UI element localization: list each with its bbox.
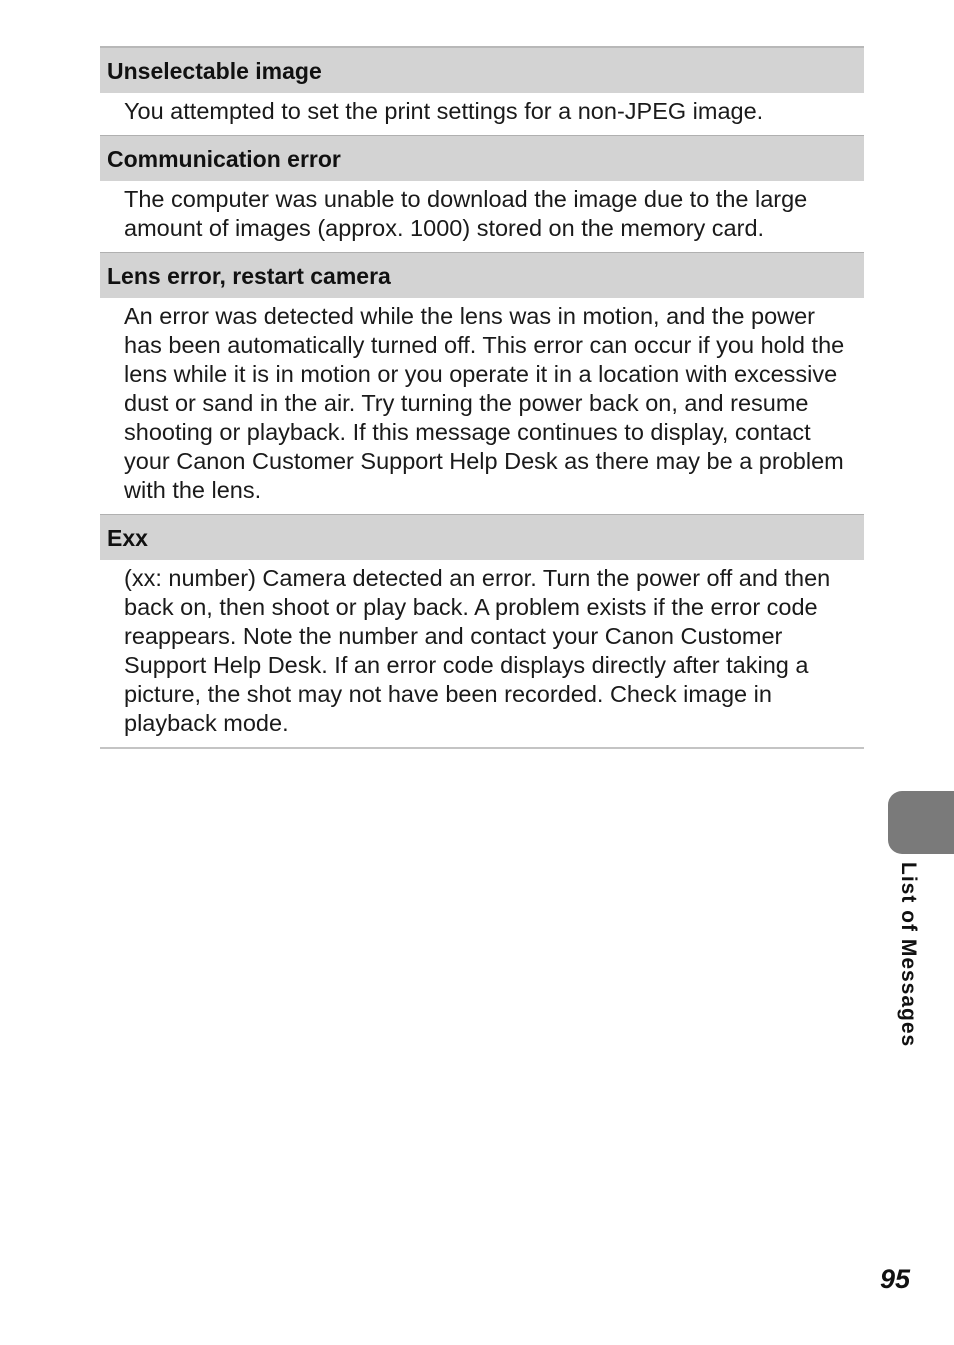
message-description: (xx: number) Camera detected an error. Turn the power off and then back on, then shoot or play back. A problem exists if the error code reappears. Note the number and contact your Canon Customer Support Help Desk. If an error code displays directly after taking a picture, the shot may not have been recorded. Check image in playback mode. xyxy=(124,565,831,736)
message-entry-communication-error xyxy=(100,135,864,252)
message-description: An error was detected while the lens was in motion, and the power has been automatically turned off. This error can occur if you hold the lens while it is in motion or you operate it in a location with excessive dust or sand in the air. Try turning the power back on, and resume shooting or playback. If this message continues to display, contact your Canon Customer Support Help Desk as there may be a problem with the lens. xyxy=(124,303,845,503)
message-entry-unselectable-image xyxy=(100,48,864,135)
page-number: 95 xyxy=(879,1264,910,1294)
message-entry-lens-error xyxy=(100,252,864,514)
chapter-tab-marker xyxy=(888,791,954,854)
message-title: Communication error xyxy=(100,135,864,181)
message-title: Lens error, restart camera xyxy=(100,252,864,298)
message-list xyxy=(100,46,864,749)
message-title: Exx xyxy=(100,514,864,560)
message-title: Unselectable image xyxy=(100,48,864,93)
message-entry-exx xyxy=(100,514,864,747)
chapter-tab-label: List of Messages xyxy=(897,862,920,1048)
message-description: The computer was unable to download the image due to the large amount of images (approx. 1000) stored on the memory card. xyxy=(124,186,808,241)
message-description: You attempted to set the print settings for a non-JPEG image. xyxy=(124,98,764,124)
